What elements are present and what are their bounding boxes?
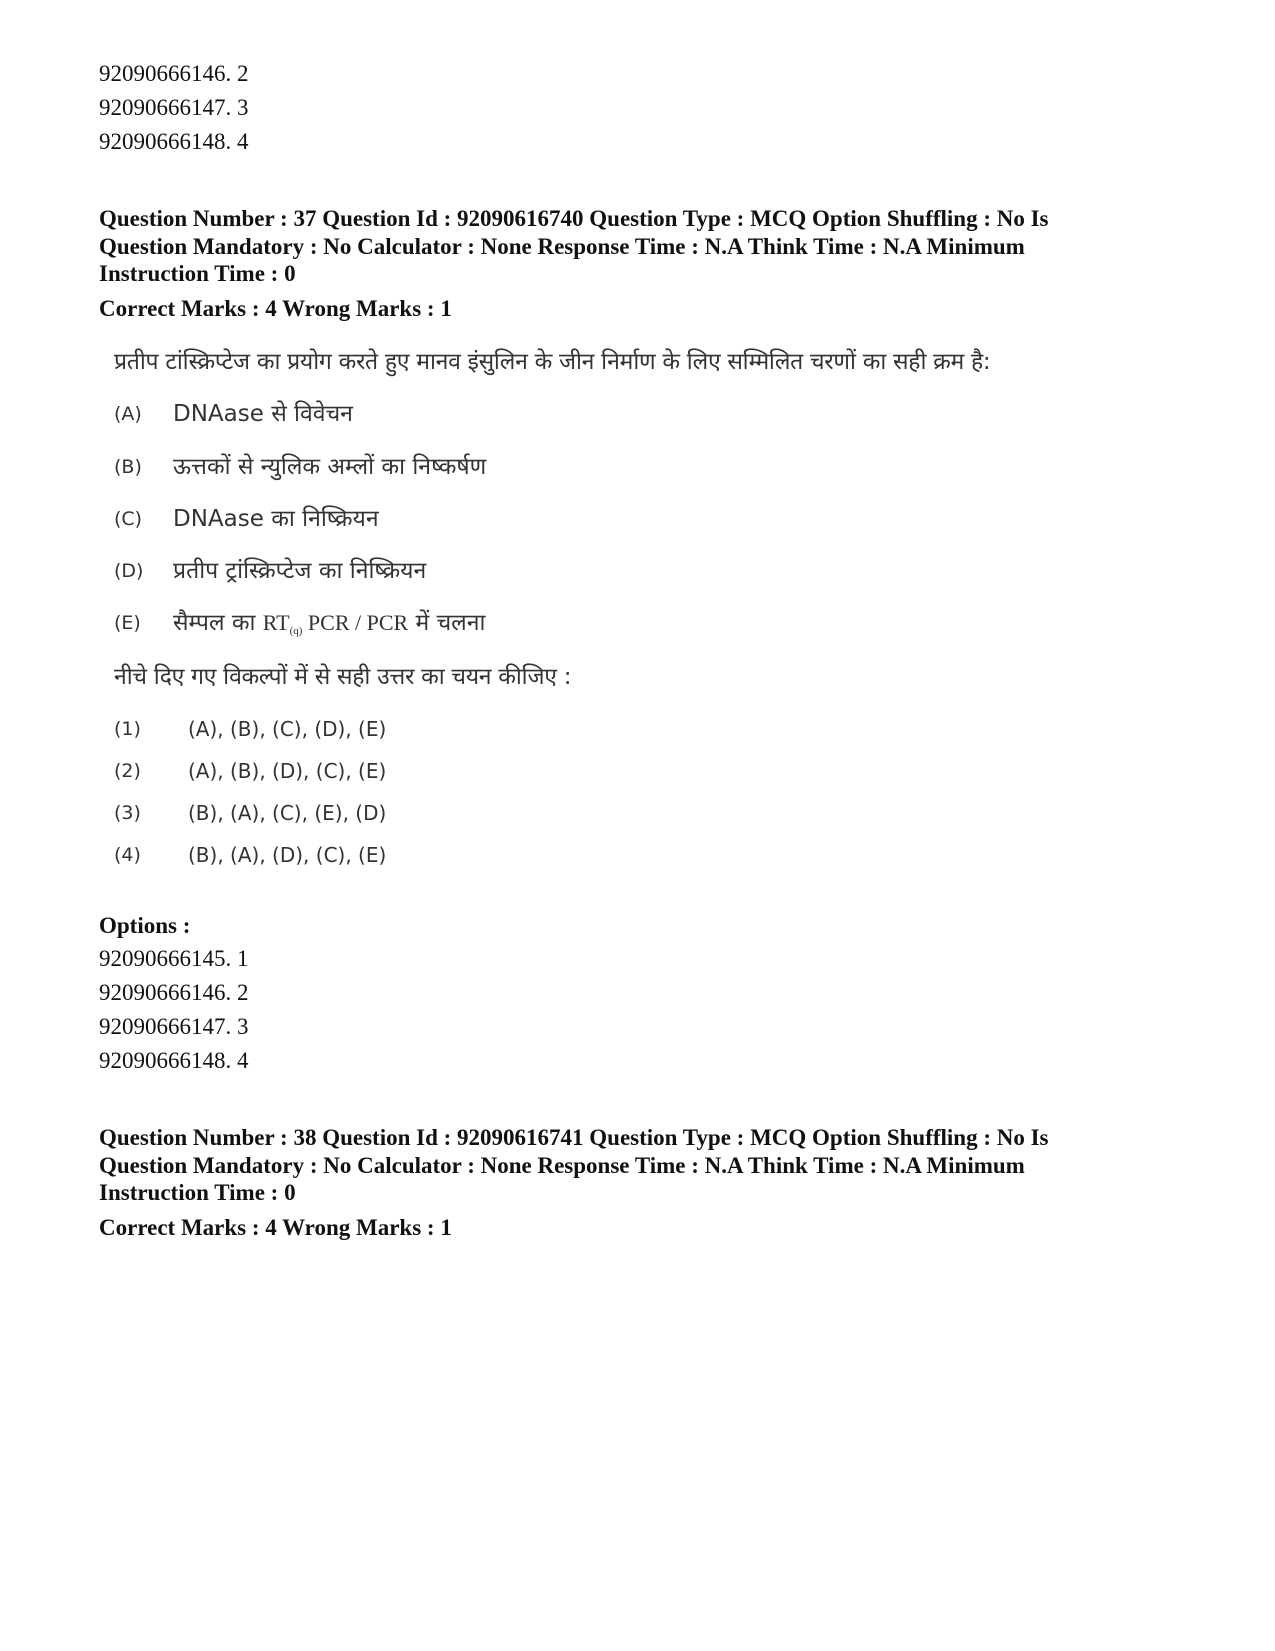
option-line: 92090666147. 3 xyxy=(99,95,249,120)
answer-text: (A), (B), (C), (D), (E) xyxy=(188,717,387,741)
answer-label: (4) xyxy=(114,844,141,866)
answer-label: (1) xyxy=(114,718,141,740)
question-instruction: नीचे दिए गए विकल्पों में से सही उत्तर का चयन कीजिए : xyxy=(114,664,572,690)
statement-label: (A) xyxy=(114,403,142,425)
question-marks: Correct Marks : 4 Wrong Marks : 1 xyxy=(99,296,452,321)
question-header-line: Instruction Time : 0 xyxy=(99,1180,296,1205)
option-line: 92090666146. 2 xyxy=(99,980,249,1005)
question-stem: प्रतीप टांस्क्रिप्टेज का प्रयोग करते हुए मानव इंसुलिन के जीन निर्माण के लिए सम्मिलित चरणों का सही क्रम है: xyxy=(114,349,991,375)
option-line: 92090666148. 4 xyxy=(99,129,249,154)
question-header-line: Instruction Time : 0 xyxy=(99,261,296,286)
statement-label: (B) xyxy=(114,456,142,478)
statement-text xyxy=(173,606,486,648)
statement-text: DNAase का निष्क्रियन xyxy=(173,506,379,532)
question-header-line: Question Mandatory : No Calculator : None Response Time : N.A Think Time : N.A Minimum xyxy=(99,234,1025,259)
option-line: 92090666147. 3 xyxy=(99,1014,249,1039)
question-body xyxy=(99,340,1089,900)
statement-text: ऊत्तकों से न्युलिक अम्लों का निष्कर्षण xyxy=(173,454,487,480)
options-heading: Options : xyxy=(99,913,191,938)
question-header-line: Question Mandatory : No Calculator : None Response Time : N.A Think Time : N.A Minimum xyxy=(99,1153,1025,1178)
statement-text-part: PCR / PCR xyxy=(302,610,409,635)
statement-label: (C) xyxy=(114,508,143,530)
question-header-line: Question Number : 38 Question Id : 92090616741 Question Type : MCQ Option Shuffling : No Is xyxy=(99,1125,1049,1150)
option-line: 92090666148. 4 xyxy=(99,1048,249,1073)
question-header-line: Question Number : 37 Question Id : 92090616740 Question Type : MCQ Option Shuffling : No Is xyxy=(99,206,1049,231)
statement-label: (D) xyxy=(114,560,144,582)
answer-label: (2) xyxy=(114,760,141,782)
statement-text-part: RT xyxy=(262,610,290,635)
answer-text: (B), (A), (D), (C), (E) xyxy=(188,843,387,867)
option-line: 92090666145. 1 xyxy=(99,946,249,971)
statement-text: प्रतीप ट्रांस्क्रिप्टेज का निष्क्रियन xyxy=(173,558,427,584)
statement-text-part: सैम्पल का xyxy=(173,610,263,636)
option-line: 92090666146. 2 xyxy=(99,61,249,86)
statement-text-part: में चलना xyxy=(408,610,486,636)
answer-label: (3) xyxy=(114,802,141,824)
statement-text-subscript: (q) xyxy=(289,625,303,637)
statement-text: DNAase से विवेचन xyxy=(173,401,353,427)
answer-text: (B), (A), (C), (E), (D) xyxy=(188,801,387,825)
statement-label: (E) xyxy=(114,612,141,634)
question-marks: Correct Marks : 4 Wrong Marks : 1 xyxy=(99,1215,452,1240)
answer-text: (A), (B), (D), (C), (E) xyxy=(188,759,387,783)
